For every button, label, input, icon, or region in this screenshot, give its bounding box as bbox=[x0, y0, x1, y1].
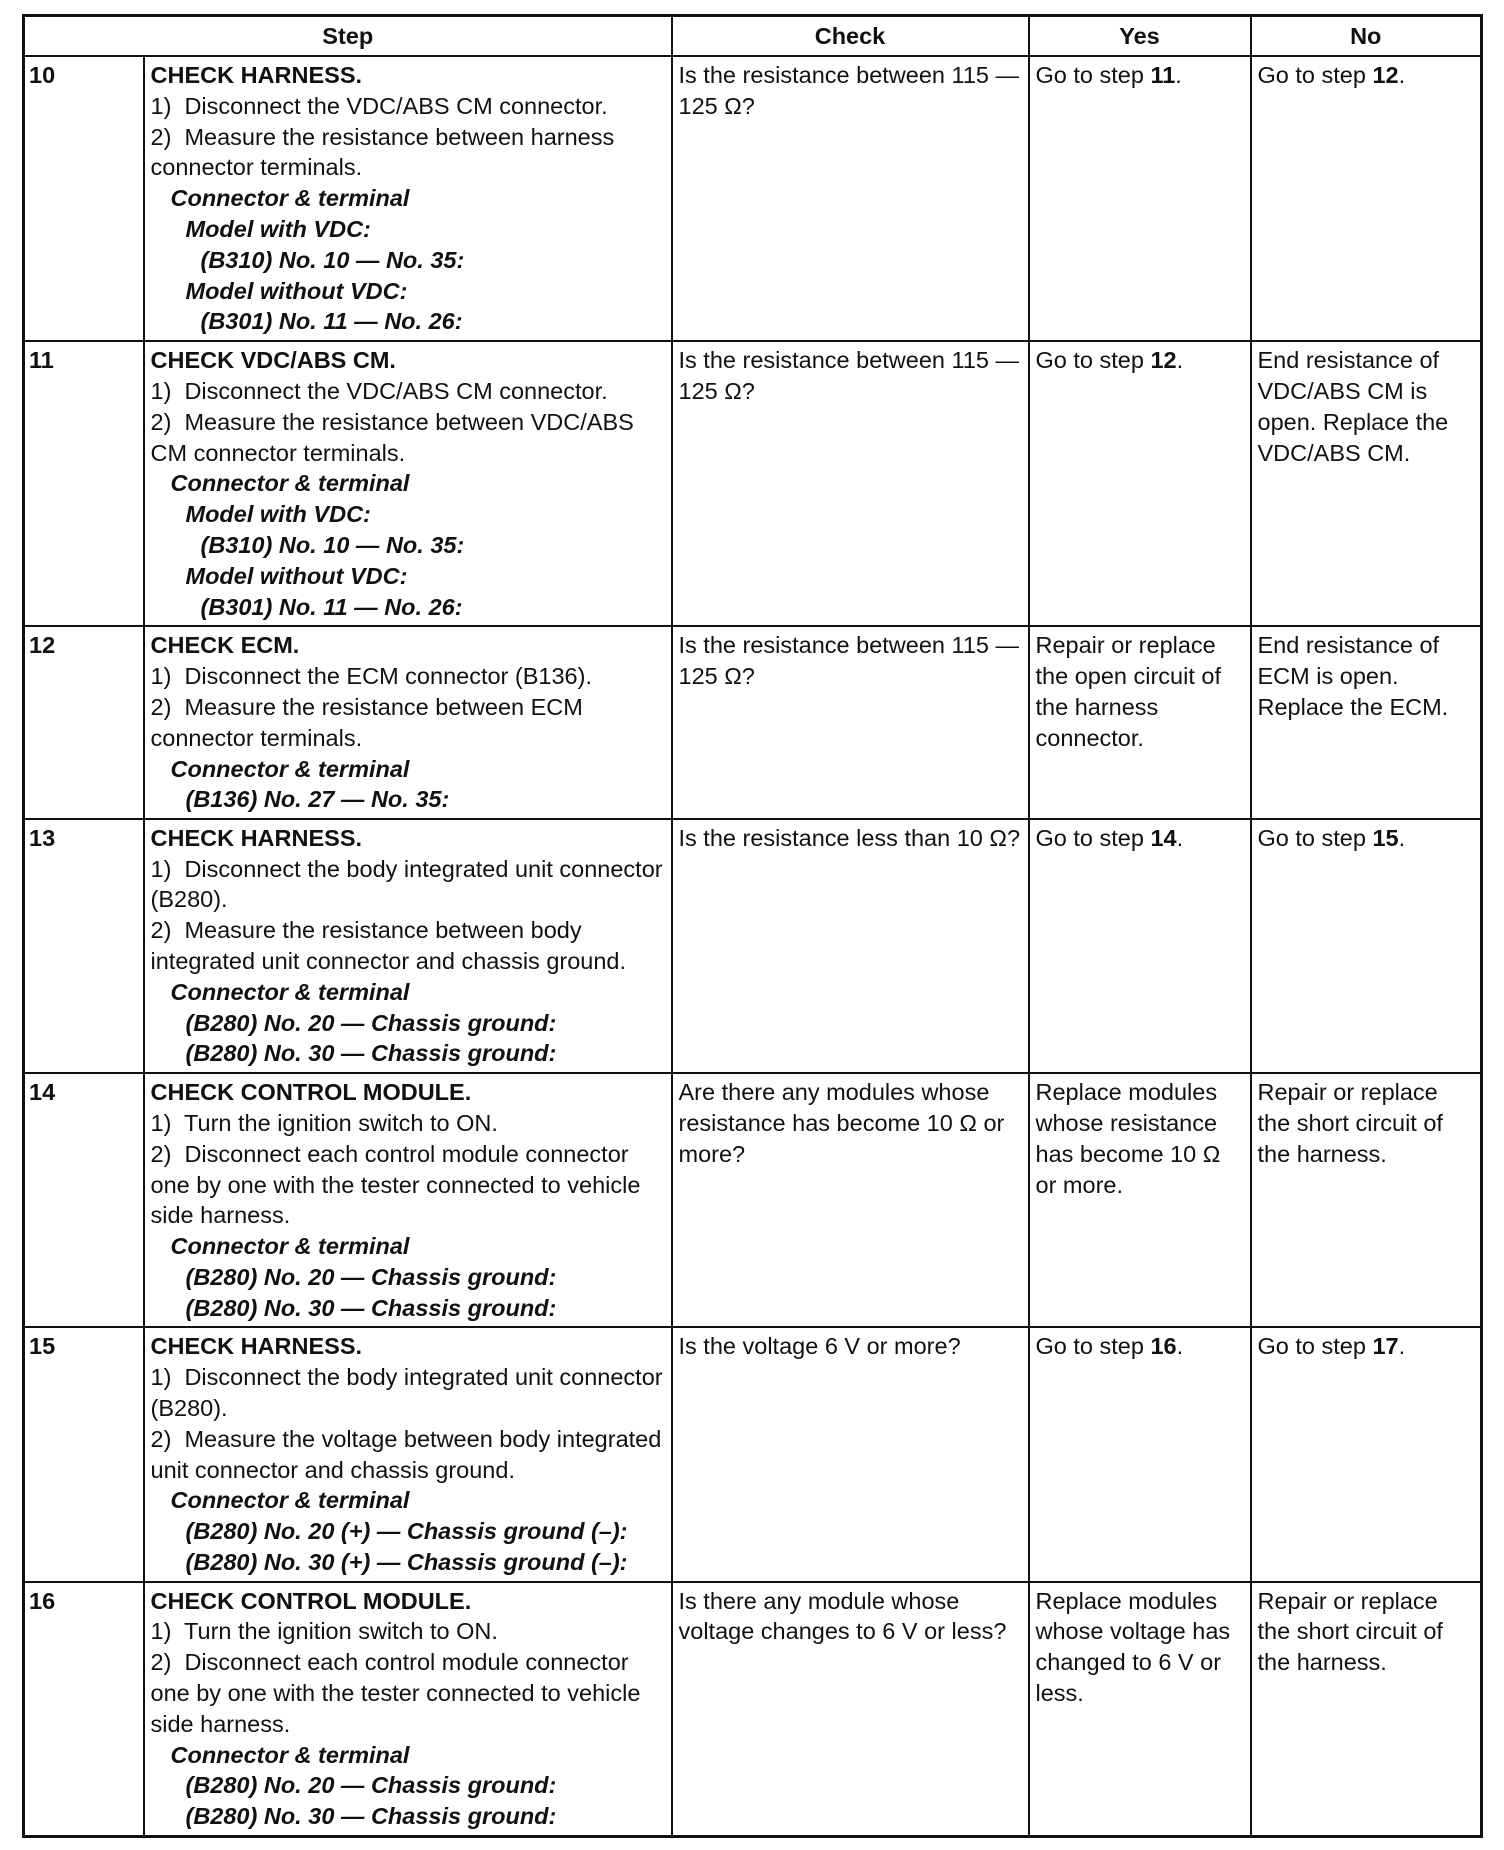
instruction-line: 1) Turn the ignition switch to ON. bbox=[150, 1109, 498, 1136]
connector-spec: Model without VDC: bbox=[185, 562, 408, 589]
yes-action-text: Go to step bbox=[1035, 347, 1151, 374]
connector-spec: Connector & terminal bbox=[170, 185, 410, 212]
step-number: 13 bbox=[24, 819, 144, 1073]
no-action-suffix: . bbox=[1398, 824, 1406, 851]
instruction-line: 2) Measure the resistance between ECM connector terminals. bbox=[150, 693, 590, 751]
instruction-line: 1) Turn the ignition switch to ON. bbox=[150, 1618, 498, 1645]
no-action bbox=[1251, 626, 1482, 818]
header-row bbox=[24, 16, 1482, 57]
step-title: CHECK VDC/ABS CM. bbox=[150, 347, 396, 374]
no-action bbox=[1251, 1582, 1482, 1837]
yes-action bbox=[1029, 56, 1251, 341]
diagnostic-table bbox=[22, 14, 1483, 1838]
no-action bbox=[1251, 56, 1482, 341]
instruction-line: 1) Disconnect the ECM connector (B136). bbox=[150, 663, 592, 690]
table-row bbox=[24, 819, 1482, 1073]
table-row bbox=[24, 1327, 1482, 1581]
yes-action-text: Repair or replace the open circuit of the harness connector. bbox=[1035, 632, 1221, 751]
no-action-text: Go to step bbox=[1257, 62, 1373, 88]
connector-spec: (B136) No. 27 — No. 35: bbox=[185, 786, 450, 813]
no-action-suffix: . bbox=[1398, 62, 1406, 88]
no-action bbox=[1251, 341, 1482, 626]
no-action bbox=[1251, 1073, 1482, 1327]
connector-spec: (B280) No. 30 — Chassis ground: bbox=[185, 1294, 557, 1321]
instruction-line: 2) Measure the resistance between harness connector terminals. bbox=[150, 123, 621, 181]
yes-action-suffix: . bbox=[1176, 824, 1184, 851]
step-number: 10 bbox=[24, 56, 144, 341]
check-question: Is the resistance between 115 — 125 Ω? bbox=[672, 626, 1029, 818]
table-row bbox=[24, 1582, 1482, 1837]
step-reference: 15 bbox=[1372, 824, 1399, 851]
step-title: CHECK HARNESS. bbox=[150, 1333, 363, 1360]
yes-action-suffix: . bbox=[1175, 62, 1182, 88]
step-title: CHECK CONTROL MODULE. bbox=[150, 1587, 472, 1614]
step-instructions bbox=[144, 1073, 672, 1327]
yes-action bbox=[1029, 626, 1251, 818]
step-reference: 12 bbox=[1150, 347, 1177, 374]
step-instructions bbox=[144, 626, 672, 818]
step-reference: 14 bbox=[1150, 824, 1177, 851]
instruction-line: 2) Measure the resistance between VDC/ABS CM connector terminals. bbox=[150, 408, 641, 466]
step-title: CHECK HARNESS. bbox=[150, 824, 363, 851]
yes-action-suffix: . bbox=[1176, 1333, 1184, 1360]
connector-spec: Model without VDC: bbox=[185, 277, 408, 304]
connector-spec: Connector & terminal bbox=[170, 470, 410, 497]
check-question: Is the resistance between 115 — 125 Ω? bbox=[672, 341, 1029, 626]
step-number: 12 bbox=[24, 626, 144, 818]
table-row bbox=[24, 56, 1482, 341]
connector-spec: (B280) No. 20 — Chassis ground: bbox=[185, 1009, 557, 1036]
instruction-line: 2) Disconnect each control module connector one by one with the tester connected to vehicle side harness. bbox=[150, 1140, 647, 1229]
yes-action bbox=[1029, 1327, 1251, 1581]
connector-spec: (B280) No. 20 (+) — Chassis ground (–): bbox=[185, 1518, 628, 1545]
check-question: Is the resistance between 115 — 125 Ω? bbox=[672, 56, 1029, 341]
check-question: Are there any modules whose resistance has become 10 Ω or more? bbox=[672, 1073, 1029, 1327]
step-title: CHECK ECM. bbox=[150, 632, 300, 659]
table-row bbox=[24, 1073, 1482, 1327]
step-reference: 11 bbox=[1150, 62, 1176, 88]
instruction-line: 2) Disconnect each control module connector one by one with the tester connected to vehicle side harness. bbox=[150, 1649, 647, 1737]
step-reference: 16 bbox=[1150, 1333, 1177, 1360]
yes-action bbox=[1029, 1073, 1251, 1327]
step-instructions bbox=[144, 819, 672, 1073]
instruction-line: 1) Disconnect the body integrated unit connector (B280). bbox=[150, 855, 670, 913]
connector-spec: (B310) No. 10 — No. 35: bbox=[200, 246, 465, 273]
step-number: 14 bbox=[24, 1073, 144, 1327]
instruction-line: 1) Disconnect the VDC/ABS CM connector. bbox=[150, 377, 608, 404]
connector-spec: Connector & terminal bbox=[170, 978, 410, 1005]
no-action bbox=[1251, 819, 1482, 1073]
no-action bbox=[1251, 1327, 1482, 1581]
table-row bbox=[24, 626, 1482, 818]
yes-action bbox=[1029, 1582, 1251, 1837]
connector-spec: (B280) No. 30 — Chassis ground: bbox=[185, 1040, 557, 1067]
yes-action bbox=[1029, 341, 1251, 626]
no-action-text: End resistance of VDC/ABS CM is open. Replace the VDC/ABS CM. bbox=[1257, 347, 1449, 466]
connector-spec: (B280) No. 30 (+) — Chassis ground (–): bbox=[185, 1548, 628, 1575]
connector-spec: Model with VDC: bbox=[185, 501, 371, 528]
step-number: 15 bbox=[24, 1327, 144, 1581]
connector-spec: (B280) No. 20 — Chassis ground: bbox=[185, 1772, 557, 1799]
instruction-line: 2) Measure the resistance between body integrated unit connector and chassis ground. bbox=[150, 917, 627, 975]
no-action-text: Repair or replace the short circuit of the harness. bbox=[1257, 1587, 1443, 1676]
connector-spec: Connector & terminal bbox=[170, 1233, 410, 1260]
step-reference: 12 bbox=[1372, 62, 1399, 88]
table-row bbox=[24, 341, 1482, 626]
yes-action-text: Go to step bbox=[1035, 62, 1151, 88]
connector-spec: (B301) No. 11 — No. 26: bbox=[200, 308, 463, 335]
step-reference: 17 bbox=[1372, 1333, 1399, 1360]
yes-action-text: Replace modules whose resistance has become 10 Ω or more. bbox=[1035, 1079, 1221, 1198]
check-question: Is the resistance less than 10 Ω? bbox=[672, 819, 1029, 1073]
connector-spec: Model with VDC: bbox=[185, 215, 371, 242]
step-instructions bbox=[144, 341, 672, 626]
step-instructions bbox=[144, 1327, 672, 1581]
instruction-line: 2) Measure the voltage between body integrated unit connector and chassis ground. bbox=[150, 1425, 668, 1483]
no-action-text: Go to step bbox=[1257, 824, 1373, 851]
yes-action-text: Go to step bbox=[1035, 1333, 1151, 1360]
no-action-text: Go to step bbox=[1257, 1333, 1373, 1360]
step-instructions bbox=[144, 56, 672, 341]
instruction-line: 1) Disconnect the body integrated unit connector (B280). bbox=[150, 1364, 670, 1421]
connector-spec: (B280) No. 20 — Chassis ground: bbox=[185, 1263, 557, 1290]
connector-spec: (B280) No. 30 — Chassis ground: bbox=[185, 1803, 557, 1830]
step-number: 16 bbox=[24, 1582, 144, 1837]
check-question: Is there any module whose voltage changes to 6 V or less? bbox=[672, 1582, 1029, 1837]
no-action-text: Repair or replace the short circuit of the harness. bbox=[1257, 1079, 1443, 1167]
connector-spec: Connector & terminal bbox=[170, 1741, 410, 1768]
header-yes: Yes bbox=[1029, 16, 1251, 57]
connector-spec: Connector & terminal bbox=[170, 755, 410, 782]
header-check: Check bbox=[672, 16, 1029, 57]
table-body bbox=[24, 56, 1482, 1837]
header-step: Step bbox=[24, 16, 672, 57]
no-action-suffix: . bbox=[1398, 1333, 1406, 1360]
yes-action bbox=[1029, 819, 1251, 1073]
step-title: CHECK CONTROL MODULE. bbox=[150, 1079, 472, 1106]
connector-spec: Connector & terminal bbox=[170, 1487, 410, 1514]
yes-action-text: Replace modules whose voltage has changed to 6 V or less. bbox=[1035, 1587, 1231, 1707]
connector-spec: (B301) No. 11 — No. 26: bbox=[200, 593, 463, 620]
yes-action-text: Go to step bbox=[1035, 824, 1151, 851]
step-title: CHECK HARNESS. bbox=[150, 62, 363, 88]
header-no: No bbox=[1251, 16, 1482, 57]
step-number: 11 bbox=[24, 341, 144, 626]
instruction-line: 1) Disconnect the VDC/ABS CM connector. bbox=[150, 92, 608, 119]
step-instructions bbox=[144, 1582, 672, 1837]
connector-spec: (B310) No. 10 — No. 35: bbox=[200, 531, 465, 558]
check-question: Is the voltage 6 V or more? bbox=[672, 1327, 1029, 1581]
no-action-text: End resistance of ECM is open. Replace the ECM. bbox=[1257, 632, 1449, 720]
yes-action-suffix: . bbox=[1176, 347, 1184, 374]
